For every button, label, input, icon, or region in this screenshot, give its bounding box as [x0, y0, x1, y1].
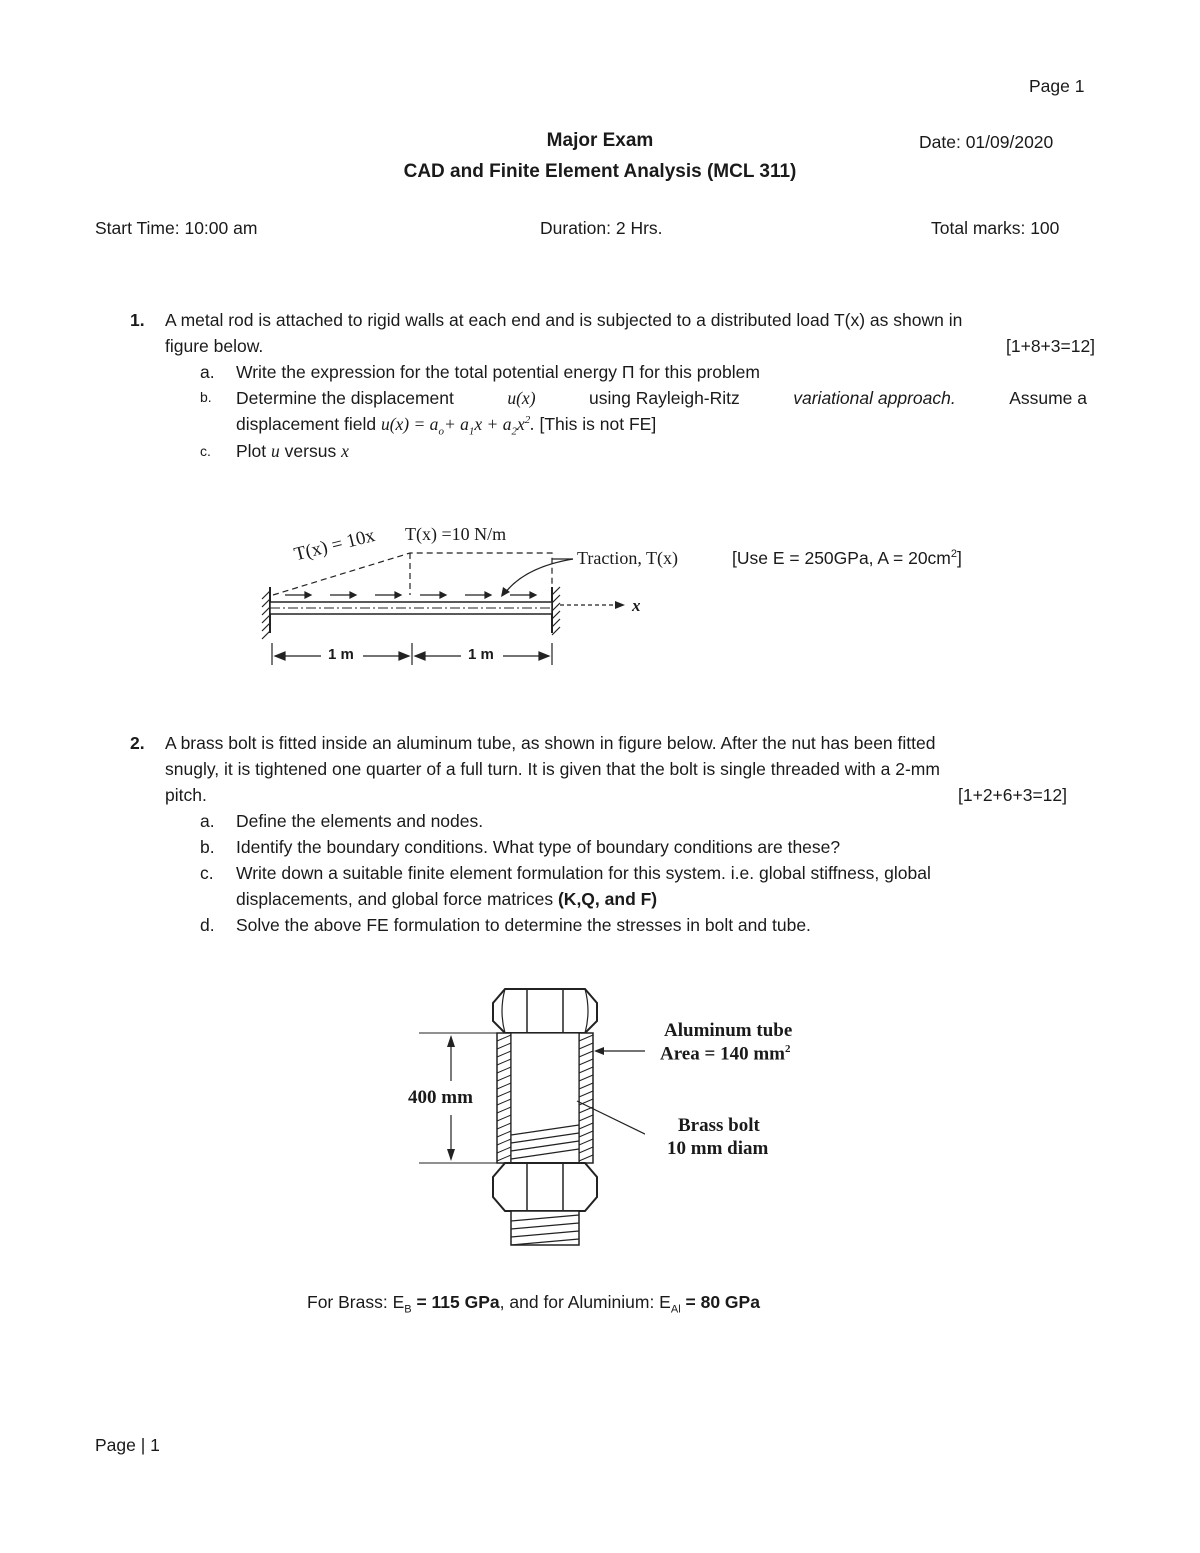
tube-area-text: Area = 140 mm — [660, 1043, 785, 1065]
use-note-text: [Use E = 250GPa, A = 20cm — [732, 548, 951, 568]
q2-c-line2 — [236, 889, 657, 910]
q2-d-text: Solve the above FE formulation to determine the stresses in bolt and tube. — [236, 915, 811, 935]
q1-b-ux: u(x) — [507, 388, 536, 408]
q1-b-variational: variational approach. — [793, 388, 956, 408]
tube-wall-right — [579, 1033, 593, 1163]
q1-b-line2-rest: [This is not FE] — [539, 414, 657, 434]
tube-wall-left — [497, 1033, 511, 1163]
q2-c-text1: Write down a suitable finite element formulation for this system. i.e. global stiffness, global — [236, 863, 931, 883]
bolt-shank — [511, 1033, 579, 1163]
q2-a-label: a. — [200, 811, 215, 831]
q2-b-label: b. — [200, 837, 215, 857]
q2-b-text: Identify the boundary conditions. What type of boundary conditions are these? — [236, 837, 841, 857]
use-note-sup: 2 — [950, 548, 958, 561]
x-axis-arrow — [615, 601, 625, 609]
materials-mid: , and for Aluminium: E — [499, 1292, 671, 1312]
q2-line2: snugly, it is tightened one quarter of a full turn. It is given that the bolt is single threaded with a 2-mm — [165, 759, 940, 779]
fig1-dim1: 1 m — [328, 646, 354, 663]
q1-c-label: c. — [200, 443, 211, 459]
fig1-traction-label: Traction, T(x) — [577, 548, 678, 568]
fig2-tube-area — [660, 1043, 790, 1065]
q1-b-text1: Determine the displacement — [236, 388, 454, 408]
dim-upper-arrow — [447, 1035, 455, 1047]
q1-use-note — [732, 548, 962, 569]
q1-b-line2-a: displacement field — [236, 414, 377, 434]
start-time: Start Time: 10:00 am — [95, 218, 258, 238]
q1-c-versus: versus — [284, 441, 337, 461]
bolt-head — [493, 989, 597, 1033]
q1-number: 1. — [130, 310, 145, 330]
q1-b-equation: $u(x) = a_o+ a_1x + a_2x^2$. — [380, 414, 535, 438]
materials-al-val: = 80 GPa — [680, 1292, 760, 1312]
right-wall-hatch — [552, 587, 560, 635]
fig2-bolt-diam: 10 mm diam — [667, 1138, 769, 1159]
tube-leader-arrow — [594, 1047, 604, 1055]
q1-c-x: x — [341, 441, 349, 461]
q2-marks: [1+2+6+3=12] — [958, 785, 1067, 805]
q2-a-text: Define the elements and nodes. — [236, 811, 484, 831]
fig2-bolt-label: Brass bolt — [678, 1115, 760, 1136]
materials-prefix: For Brass: E — [307, 1292, 405, 1312]
traction-pointer — [505, 559, 573, 593]
materials-sub-al: Al — [670, 1303, 681, 1316]
q1-c-u: u — [271, 441, 280, 461]
eq-part: u(x) = a — [380, 414, 439, 434]
fig1-t-left: T(x) = 10x — [292, 525, 378, 566]
q2-d-label: d. — [200, 915, 215, 935]
fig2-tube-label: Aluminum tube — [664, 1020, 793, 1041]
q1-b-text3: Assume a — [1009, 388, 1087, 408]
bolt-figure — [405, 985, 645, 1250]
q1-a-text: Write the expression for the total potential energy Π for this problem — [236, 362, 760, 382]
materials-brass-val: = 115 GPa — [411, 1292, 500, 1312]
fig1-dim2: 1 m — [468, 646, 494, 663]
page-number-top: Page 1 — [1029, 76, 1085, 96]
fig1-t-right: T(x) =10 N/m — [405, 524, 507, 544]
exam-date: Date: 01/09/2020 — [919, 132, 1054, 152]
duration: Duration: 2 Hrs. — [540, 218, 663, 238]
q1-b-text2: using Rayleigh-Ritz — [589, 388, 740, 408]
fig2-length: 400 mm — [408, 1087, 473, 1108]
q1-marks: [1+8+3=12] — [1006, 336, 1096, 356]
total-marks: Total marks: 100 — [931, 218, 1060, 238]
materials-sub-b: B — [404, 1303, 412, 1316]
exam-title: Major Exam — [546, 130, 654, 151]
course-title: CAD and Finite Element Analysis (MCL 311) — [403, 161, 797, 182]
tube-area-sup: 2 — [784, 1043, 791, 1055]
q1-c-text: Plot — [236, 441, 267, 461]
q1-a-label: a. — [200, 362, 215, 382]
materials-line — [307, 1292, 760, 1316]
q1-line2: figure below. — [165, 336, 264, 356]
q1-b-line1 — [236, 388, 1087, 409]
q1-line1: A metal rod is attached to rigid walls at each end and is subjected to a distributed load T(x) as shown in — [165, 310, 963, 330]
q2-number: 2. — [130, 733, 145, 753]
q2-c-text2: displacements, and global force matrices — [236, 889, 554, 909]
q2-line1: A brass bolt is fitted inside an aluminum tube, as shown in figure below. After the nut has been fitted — [165, 733, 936, 753]
q2-c-bold: (K,Q, and F) — [557, 889, 658, 909]
dim-lower-arrow — [447, 1149, 455, 1161]
q1-c-line — [236, 441, 349, 462]
fig1-x-label: x — [632, 596, 641, 615]
q2-c-label: c. — [200, 863, 214, 883]
q2-line3: pitch. — [165, 785, 207, 805]
nut — [493, 1163, 597, 1211]
use-note-end: ] — [957, 548, 962, 568]
footer-page: Page | 1 — [95, 1435, 160, 1455]
left-wall-hatch — [262, 591, 270, 639]
q1-b-line2 — [236, 414, 656, 438]
q1-b-label: b. — [200, 389, 212, 405]
